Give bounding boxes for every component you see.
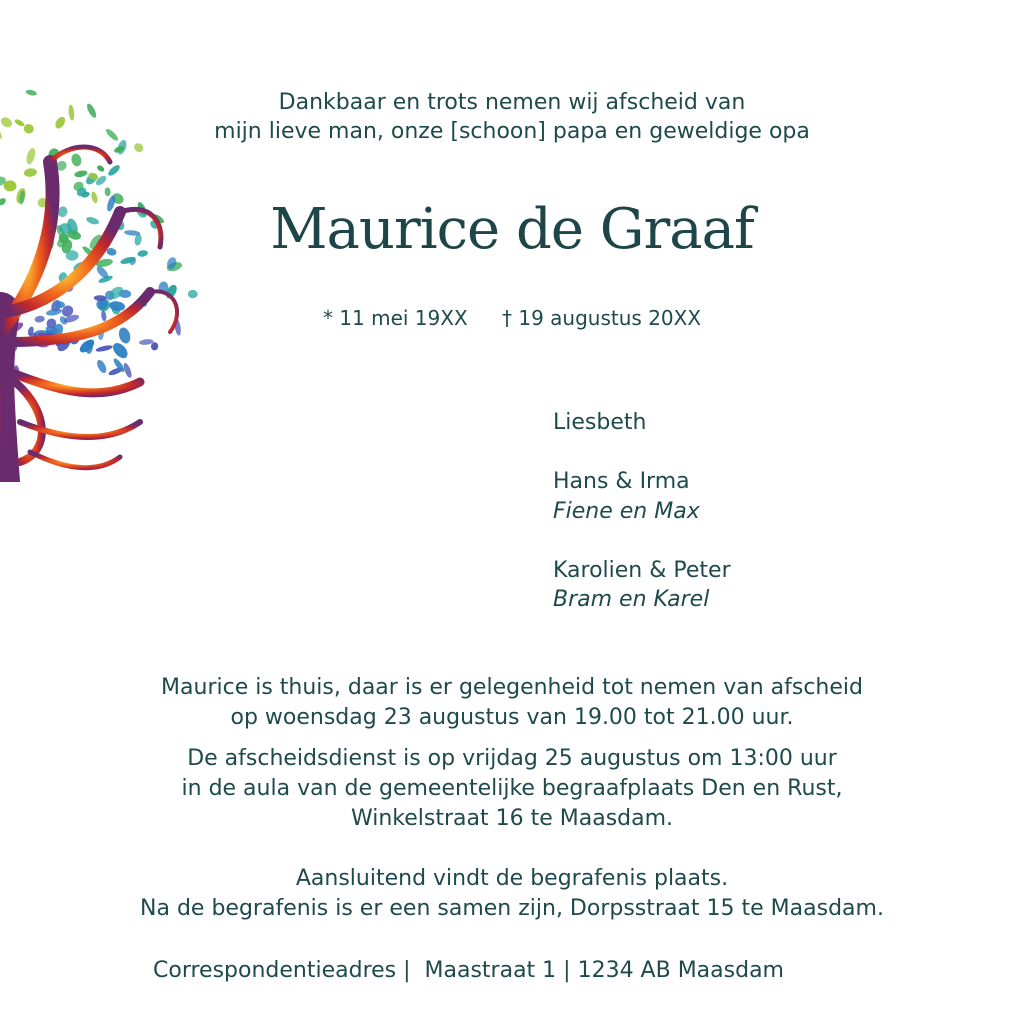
grandchildren-names: Fiene en Max: [553, 498, 700, 524]
leaf-shape: [25, 147, 37, 165]
visitation-line-2: op woensdag 23 augustus van 19.00 tot 21.00 uur.: [230, 705, 794, 730]
service-line-1: De afscheidsdienst is op vrijdag 25 augustus om 13:00 uur: [187, 746, 837, 771]
family-group: [553, 556, 731, 615]
burial-line-2: Na de begrafenis is er een samen zijn, Dorpsstraat 15 te Maasdam.: [140, 896, 884, 921]
family-group: [553, 467, 731, 526]
leaf-shape: [95, 358, 108, 374]
visitation-text: [0, 673, 1024, 733]
correspondence-address: Correspondentieadres | Maastraat 1 | 1234 AB Maasdam: [153, 958, 784, 983]
intro-line-1: Dankbaar en trots nemen wij afscheid van: [278, 90, 746, 115]
burial-text: [0, 864, 1024, 924]
intro-text: [0, 88, 1024, 146]
leaf-shape: [107, 163, 122, 177]
leaf-shape: [96, 164, 106, 173]
birth-date: * 11 mei 19XX: [322, 306, 468, 330]
deceased-name: Maurice de Graaf: [270, 197, 754, 262]
family-names: Hans & Irma: [553, 469, 690, 494]
leaf-shape: [187, 289, 198, 298]
service-line-3: Winkelstraat 16 te Maasdam.: [350, 806, 674, 831]
family-group: [553, 408, 731, 438]
service-text: [0, 744, 1024, 834]
family-list: [553, 408, 731, 644]
leaf-shape: [110, 340, 130, 361]
visitation-line-1: Maurice is thuis, daar is er gelegenheid tot nemen van afscheid: [161, 675, 863, 700]
leaf-shape: [70, 153, 83, 168]
family-names: Liesbeth: [553, 410, 647, 435]
grandchildren-names: Bram en Karel: [553, 587, 710, 612]
life-dates: [0, 306, 1024, 330]
burial-line-1: Aansluitend vindt de begrafenis plaats.: [295, 866, 729, 891]
leaf-shape: [23, 168, 37, 178]
leaf-shape: [95, 344, 113, 353]
death-date: † 19 augustus 20XX: [502, 306, 702, 330]
intro-line-2: mijn lieve man, onze [schoon] papa en geweldige opa: [214, 119, 810, 144]
leaf-shape: [74, 169, 88, 178]
family-names: Karolien & Peter: [553, 557, 731, 583]
service-line-2: in de aula van de gemeentelijke begraafplaats Den en Rust,: [181, 776, 843, 801]
